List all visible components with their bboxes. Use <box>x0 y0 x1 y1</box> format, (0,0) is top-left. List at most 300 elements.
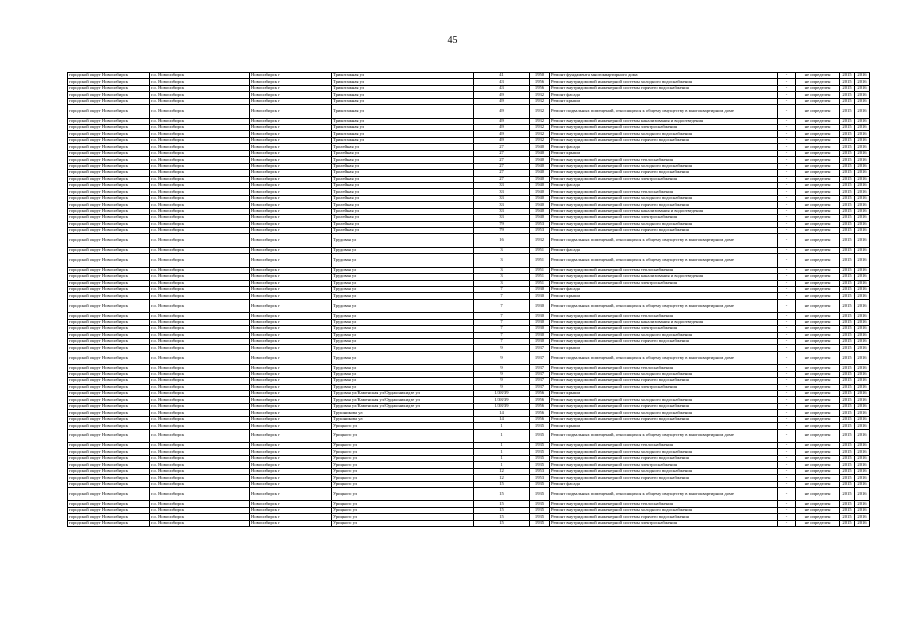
year-from-cell: 2015 <box>840 391 855 397</box>
year-to-cell: 2016 <box>855 339 870 345</box>
house-cell: 33 <box>474 182 530 188</box>
street-cell: Трикотажная ул <box>332 98 474 104</box>
okrug-cell: городской округ Новосибирск <box>68 313 150 319</box>
okrug-cell: городской округ Новосибирск <box>68 202 150 208</box>
city-cell: г.о. Новосибирск <box>150 137 250 143</box>
street-cell: Трудовая ул <box>332 299 474 312</box>
year-cell: 1940 <box>530 189 550 195</box>
year-from-cell: 2015 <box>840 410 855 416</box>
house-cell: 27 <box>474 144 530 150</box>
dash-cell: - <box>778 313 796 319</box>
dash-cell: - <box>778 182 796 188</box>
okrug-cell: городской округ Новосибирск <box>68 176 150 182</box>
city-cell: г.о. Новосибирск <box>150 182 250 188</box>
okrug-cell: городской округ Новосибирск <box>68 449 150 455</box>
year-to-cell: 2016 <box>855 286 870 292</box>
year-from-cell: 2015 <box>840 118 855 124</box>
work-type-cell: Ремонт внутридомовой инженерной системы теплоснабжения <box>550 189 778 195</box>
status-cell: не определен <box>796 501 840 507</box>
dash-cell: - <box>778 501 796 507</box>
work-type-cell: Ремонт внутридомовой инженерной системы горячего водоснабжения <box>550 455 778 461</box>
street-cell: Тролейная ул <box>332 150 474 156</box>
year-from-cell: 2015 <box>840 280 855 286</box>
year-to-cell: 2016 <box>855 397 870 403</box>
year-cell: 1935 <box>530 462 550 468</box>
street-cell: Трудовая ул <box>332 345 474 351</box>
year-from-cell: 2015 <box>840 215 855 221</box>
locality-cell: Новосибирск г <box>250 391 332 397</box>
house-cell: 1/38/39 <box>474 403 530 409</box>
street-cell: Трудовая ул <box>332 293 474 299</box>
work-type-cell: Ремонт подвальных помещений, относящихся к общему имуществу в многоквартирном доме <box>550 234 778 247</box>
city-cell: г.о. Новосибирск <box>150 98 250 104</box>
year-cell: 1932 <box>530 234 550 247</box>
house-cell: 15 <box>474 481 530 487</box>
house-cell: 79 <box>474 221 530 227</box>
year-cell: 1935 <box>530 507 550 513</box>
year-cell: 1940 <box>530 215 550 221</box>
table-row <box>68 429 870 442</box>
street-cell: Трудовая ул <box>332 254 474 267</box>
street-cell: Урицкого ул <box>332 462 474 468</box>
year-to-cell: 2016 <box>855 481 870 487</box>
locality-cell: Новосибирск г <box>250 286 332 292</box>
year-from-cell: 2015 <box>840 131 855 137</box>
dash-cell: - <box>778 371 796 377</box>
street-cell: Урицкого ул <box>332 514 474 520</box>
street-cell: Трикотажная ул <box>332 73 474 79</box>
street-cell: Трудовая ул/Каменская ул/Орджоникидзе ул <box>332 403 474 409</box>
dash-cell: - <box>778 443 796 449</box>
year-from-cell: 2015 <box>840 397 855 403</box>
city-cell: г.о. Новосибирск <box>150 378 250 384</box>
city-cell: г.о. Новосибирск <box>150 520 250 526</box>
year-cell: 1940 <box>530 144 550 150</box>
okrug-cell: городской округ Новосибирск <box>68 79 150 85</box>
dash-cell: - <box>778 105 796 118</box>
city-cell: г.о. Новосибирск <box>150 85 250 91</box>
year-from-cell: 2015 <box>840 475 855 481</box>
locality-cell: Новосибирск г <box>250 150 332 156</box>
okrug-cell: городской округ Новосибирск <box>68 73 150 79</box>
year-cell: 1937 <box>530 378 550 384</box>
year-from-cell: 2015 <box>840 234 855 247</box>
work-type-cell: Ремонт подвальных помещений, относящихся к общему имуществу в многоквартирном доме <box>550 351 778 364</box>
city-cell: г.о. Новосибирск <box>150 507 250 513</box>
dash-cell: - <box>778 520 796 526</box>
city-cell: г.о. Новосибирск <box>150 313 250 319</box>
okrug-cell: городской округ Новосибирск <box>68 221 150 227</box>
locality-cell: Новосибирск г <box>250 423 332 429</box>
city-cell: г.о. Новосибирск <box>150 131 250 137</box>
city-cell: г.о. Новосибирск <box>150 481 250 487</box>
year-cell: 1956 <box>530 416 550 422</box>
dash-cell: - <box>778 150 796 156</box>
status-cell: не определен <box>796 332 840 338</box>
street-cell: Урицкого ул <box>332 507 474 513</box>
locality-cell: Новосибирск г <box>250 468 332 474</box>
year-from-cell: 2015 <box>840 384 855 390</box>
year-from-cell: 2015 <box>840 455 855 461</box>
year-from-cell: 2015 <box>840 416 855 422</box>
dash-cell: - <box>778 85 796 91</box>
year-cell: 1932 <box>530 92 550 98</box>
year-cell: 1951 <box>530 274 550 280</box>
year-to-cell: 2016 <box>855 319 870 325</box>
dash-cell: - <box>778 326 796 332</box>
city-cell: г.о. Новосибирск <box>150 92 250 98</box>
house-cell: 49 <box>474 98 530 104</box>
year-to-cell: 2016 <box>855 215 870 221</box>
dash-cell: - <box>778 125 796 131</box>
year-cell: 1930 <box>530 286 550 292</box>
street-cell: Тролейная ул <box>332 170 474 176</box>
year-cell: 1940 <box>530 195 550 201</box>
year-to-cell: 2016 <box>855 423 870 429</box>
year-to-cell: 2016 <box>855 254 870 267</box>
city-cell: г.о. Новосибирск <box>150 215 250 221</box>
year-to-cell: 2016 <box>855 131 870 137</box>
house-cell: 14 <box>474 410 530 416</box>
street-cell: Урицкого ул <box>332 501 474 507</box>
work-type-cell: Ремонт внутридомовой инженерной системы теплоснабжения <box>550 157 778 163</box>
locality-cell: Новосибирск г <box>250 228 332 234</box>
city-cell: г.о. Новосибирск <box>150 449 250 455</box>
year-cell: 1935 <box>530 443 550 449</box>
dash-cell: - <box>778 410 796 416</box>
year-cell: 1956 <box>530 410 550 416</box>
city-cell: г.о. Новосибирск <box>150 202 250 208</box>
house-cell: 7 <box>474 339 530 345</box>
house-cell: 33 <box>474 215 530 221</box>
year-from-cell: 2015 <box>840 299 855 312</box>
year-from-cell: 2015 <box>840 365 855 371</box>
okrug-cell: городской округ Новосибирск <box>68 274 150 280</box>
year-to-cell: 2016 <box>855 228 870 234</box>
year-to-cell: 2016 <box>855 150 870 156</box>
house-cell: 15 <box>474 488 530 501</box>
house-cell: 33 <box>474 202 530 208</box>
dash-cell: - <box>778 397 796 403</box>
okrug-cell: городской округ Новосибирск <box>68 514 150 520</box>
city-cell: г.о. Новосибирск <box>150 391 250 397</box>
dash-cell: - <box>778 208 796 214</box>
year-to-cell: 2016 <box>855 468 870 474</box>
dash-cell: - <box>778 391 796 397</box>
street-cell: Тролейная ул <box>332 202 474 208</box>
okrug-cell: городской округ Новосибирск <box>68 397 150 403</box>
dash-cell: - <box>778 247 796 253</box>
okrug-cell: городской округ Новосибирск <box>68 351 150 364</box>
year-cell: 1930 <box>530 313 550 319</box>
house-cell: 27 <box>474 150 530 156</box>
dash-cell: - <box>778 455 796 461</box>
year-to-cell: 2016 <box>855 391 870 397</box>
year-to-cell: 2016 <box>855 118 870 124</box>
dash-cell: - <box>778 92 796 98</box>
dash-cell: - <box>778 98 796 104</box>
work-type-cell: Ремонт подвальных помещений, относящихся к общему имуществу в многоквартирном доме <box>550 488 778 501</box>
year-from-cell: 2015 <box>840 189 855 195</box>
dash-cell: - <box>778 163 796 169</box>
work-type-cell: Ремонт внутридомовой инженерной системы теплоснабжения <box>550 501 778 507</box>
year-from-cell: 2015 <box>840 98 855 104</box>
street-cell: Тролейная ул <box>332 157 474 163</box>
year-from-cell: 2015 <box>840 157 855 163</box>
locality-cell: Новосибирск г <box>250 403 332 409</box>
okrug-cell: городской округ Новосибирск <box>68 319 150 325</box>
year-to-cell: 2016 <box>855 137 870 143</box>
city-cell: г.о. Новосибирск <box>150 170 250 176</box>
year-from-cell: 2015 <box>840 488 855 501</box>
status-cell: не определен <box>796 105 840 118</box>
locality-cell: Новосибирск г <box>250 514 332 520</box>
year-cell: 1956 <box>530 403 550 409</box>
dash-cell: - <box>778 234 796 247</box>
year-to-cell: 2016 <box>855 378 870 384</box>
street-cell: Трушникова ул <box>332 410 474 416</box>
table-row <box>68 234 870 247</box>
work-type-cell: Ремонт внутридомовой инженерной системы электроснабжения <box>550 384 778 390</box>
year-to-cell: 2016 <box>855 267 870 273</box>
year-cell: 1951 <box>530 280 550 286</box>
status-cell: не определен <box>796 73 840 79</box>
okrug-cell: городской округ Новосибирск <box>68 247 150 253</box>
dash-cell: - <box>778 319 796 325</box>
status-cell: не определен <box>796 397 840 403</box>
city-cell: г.о. Новосибирск <box>150 79 250 85</box>
street-cell: Трудовая ул <box>332 332 474 338</box>
year-cell: 1956 <box>530 85 550 91</box>
year-cell: 1935 <box>530 501 550 507</box>
year-from-cell: 2015 <box>840 92 855 98</box>
dash-cell: - <box>778 280 796 286</box>
locality-cell: Новосибирск г <box>250 125 332 131</box>
locality-cell: Новосибирск г <box>250 221 332 227</box>
house-cell: 1 <box>474 462 530 468</box>
year-from-cell: 2015 <box>840 85 855 91</box>
year-from-cell: 2015 <box>840 443 855 449</box>
okrug-cell: городской округ Новосибирск <box>68 125 150 131</box>
year-from-cell: 2015 <box>840 429 855 442</box>
year-from-cell: 2015 <box>840 195 855 201</box>
status-cell: не определен <box>796 514 840 520</box>
year-cell: 1956 <box>530 391 550 397</box>
year-cell: 1935 <box>530 449 550 455</box>
status-cell: не определен <box>796 416 840 422</box>
street-cell: Трудовая ул <box>332 365 474 371</box>
year-to-cell: 2016 <box>855 507 870 513</box>
capital-repair-table <box>67 72 867 527</box>
okrug-cell: городской округ Новосибирск <box>68 234 150 247</box>
locality-cell: Новосибирск г <box>250 92 332 98</box>
dash-cell: - <box>778 286 796 292</box>
year-to-cell: 2016 <box>855 144 870 150</box>
street-cell: Трудовая ул <box>332 267 474 273</box>
street-cell: Трикотажная ул <box>332 79 474 85</box>
okrug-cell: городской округ Новосибирск <box>68 215 150 221</box>
house-cell: 43 <box>474 85 530 91</box>
street-cell: Трикотажная ул <box>332 92 474 98</box>
house-cell: 1/38/39 <box>474 397 530 403</box>
street-cell: Тролейная ул <box>332 176 474 182</box>
city-cell: г.о. Новосибирск <box>150 514 250 520</box>
street-cell: Тролейная ул <box>332 144 474 150</box>
dash-cell: - <box>778 429 796 442</box>
city-cell: г.о. Новосибирск <box>150 299 250 312</box>
dash-cell: - <box>778 462 796 468</box>
work-type-cell: Ремонт внутридомовой инженерной системы канализования и водоотведения <box>550 208 778 214</box>
year-to-cell: 2016 <box>855 170 870 176</box>
year-cell: 1951 <box>530 267 550 273</box>
street-cell: Трудовая ул <box>332 384 474 390</box>
city-cell: г.о. Новосибирск <box>150 274 250 280</box>
house-cell: 27 <box>474 170 530 176</box>
street-cell: Урицкого ул <box>332 481 474 487</box>
house-cell: 16 <box>474 234 530 247</box>
street-cell: Трикотажная ул <box>332 131 474 137</box>
dash-cell: - <box>778 215 796 221</box>
city-cell: г.о. Новосибирск <box>150 125 250 131</box>
okrug-cell: городской округ Новосибирск <box>68 92 150 98</box>
house-cell: 1 <box>474 423 530 429</box>
locality-cell: Новосибирск г <box>250 326 332 332</box>
year-to-cell: 2016 <box>855 403 870 409</box>
locality-cell: Новосибирск г <box>250 189 332 195</box>
house-cell: 12 <box>474 468 530 474</box>
dash-cell: - <box>778 507 796 513</box>
locality-cell: Новосибирск г <box>250 481 332 487</box>
status-cell: не определен <box>796 247 840 253</box>
locality-cell: Новосибирск г <box>250 351 332 364</box>
year-cell: 1940 <box>530 208 550 214</box>
house-cell: 33 <box>474 208 530 214</box>
okrug-cell: городской округ Новосибирск <box>68 475 150 481</box>
status-cell: не определен <box>796 410 840 416</box>
house-cell: 15 <box>474 514 530 520</box>
work-type-cell: Ремонт подвальных помещений, относящихся к общему имуществу в многоквартирном доме <box>550 299 778 312</box>
status-cell: не определен <box>796 286 840 292</box>
status-cell: не определен <box>796 449 840 455</box>
work-type-cell: Ремонт фасада <box>550 481 778 487</box>
work-type-cell: Ремонт внутридомовой инженерной системы холодного водоснабжения <box>550 468 778 474</box>
year-from-cell: 2015 <box>840 514 855 520</box>
status-cell: не определен <box>796 85 840 91</box>
status-cell: не определен <box>796 280 840 286</box>
city-cell: г.о. Новосибирск <box>150 247 250 253</box>
house-cell: 15 <box>474 520 530 526</box>
year-cell: 1937 <box>530 371 550 377</box>
locality-cell: Новосибирск г <box>250 105 332 118</box>
work-type-cell: Ремонт крыши <box>550 150 778 156</box>
city-cell: г.о. Новосибирск <box>150 150 250 156</box>
table-row <box>68 105 870 118</box>
okrug-cell: городской округ Новосибирск <box>68 332 150 338</box>
locality-cell: Новосибирск г <box>250 378 332 384</box>
year-cell: 1935 <box>530 514 550 520</box>
street-cell: Урицкого ул <box>332 429 474 442</box>
year-to-cell: 2016 <box>855 365 870 371</box>
street-cell: Трудовая ул <box>332 351 474 364</box>
status-cell: не определен <box>796 443 840 449</box>
okrug-cell: городской округ Новосибирск <box>68 163 150 169</box>
street-cell: Трудовая ул <box>332 274 474 280</box>
work-type-cell: Ремонт внутридомовой инженерной системы холодного водоснабжения <box>550 163 778 169</box>
house-cell: 9 <box>474 351 530 364</box>
year-to-cell: 2016 <box>855 475 870 481</box>
year-cell: 1951 <box>530 254 550 267</box>
city-cell: г.о. Новосибирск <box>150 254 250 267</box>
status-cell: не определен <box>796 254 840 267</box>
house-cell: 14 <box>474 416 530 422</box>
year-cell: 1953 <box>530 221 550 227</box>
dash-cell: - <box>778 299 796 312</box>
year-cell: 1935 <box>530 488 550 501</box>
status-cell: не определен <box>796 228 840 234</box>
house-cell: 3 <box>474 254 530 267</box>
table-row <box>68 351 870 364</box>
year-from-cell: 2015 <box>840 403 855 409</box>
year-cell: 1930 <box>530 319 550 325</box>
city-cell: г.о. Новосибирск <box>150 157 250 163</box>
dash-cell: - <box>778 73 796 79</box>
year-to-cell: 2016 <box>855 345 870 351</box>
city-cell: г.о. Новосибирск <box>150 144 250 150</box>
street-cell: Трудовая ул <box>332 326 474 332</box>
year-cell: 1932 <box>530 105 550 118</box>
dash-cell: - <box>778 293 796 299</box>
city-cell: г.о. Новосибирск <box>150 488 250 501</box>
dash-cell: - <box>778 481 796 487</box>
status-cell: не определен <box>796 378 840 384</box>
house-cell: 1 <box>474 443 530 449</box>
house-cell: 7 <box>474 286 530 292</box>
house-cell: 1 <box>474 449 530 455</box>
locality-cell: Новосибирск г <box>250 339 332 345</box>
status-cell: не определен <box>796 131 840 137</box>
street-cell: Трудовая ул <box>332 371 474 377</box>
house-cell: 49 <box>474 131 530 137</box>
okrug-cell: городской округ Новосибирск <box>68 293 150 299</box>
locality-cell: Новосибирск г <box>250 520 332 526</box>
work-type-cell: Ремонт внутридомовой инженерной системы горячего водоснабжения <box>550 85 778 91</box>
status-cell: не определен <box>796 176 840 182</box>
work-type-cell: Ремонт подвальных помещений, относящихся к общему имуществу в многоквартирном доме <box>550 254 778 267</box>
year-to-cell: 2016 <box>855 163 870 169</box>
work-type-cell: Ремонт фасада <box>550 247 778 253</box>
city-cell: г.о. Новосибирск <box>150 280 250 286</box>
okrug-cell: городской округ Новосибирск <box>68 371 150 377</box>
house-cell: 15 <box>474 507 530 513</box>
city-cell: г.о. Новосибирск <box>150 351 250 364</box>
status-cell: не определен <box>796 520 840 526</box>
year-from-cell: 2015 <box>840 267 855 273</box>
city-cell: г.о. Новосибирск <box>150 105 250 118</box>
city-cell: г.о. Новосибирск <box>150 468 250 474</box>
locality-cell: Новосибирск г <box>250 416 332 422</box>
house-cell: 15 <box>474 501 530 507</box>
dash-cell: - <box>778 228 796 234</box>
year-from-cell: 2015 <box>840 332 855 338</box>
city-cell: г.о. Новосибирск <box>150 475 250 481</box>
table-body <box>68 73 870 527</box>
okrug-cell: городской округ Новосибирск <box>68 299 150 312</box>
status-cell: не определен <box>796 137 840 143</box>
year-cell: 1932 <box>530 98 550 104</box>
status-cell: не определен <box>796 319 840 325</box>
work-type-cell: Ремонт внутридомовой инженерной системы холодного водоснабжения <box>550 410 778 416</box>
year-from-cell: 2015 <box>840 326 855 332</box>
